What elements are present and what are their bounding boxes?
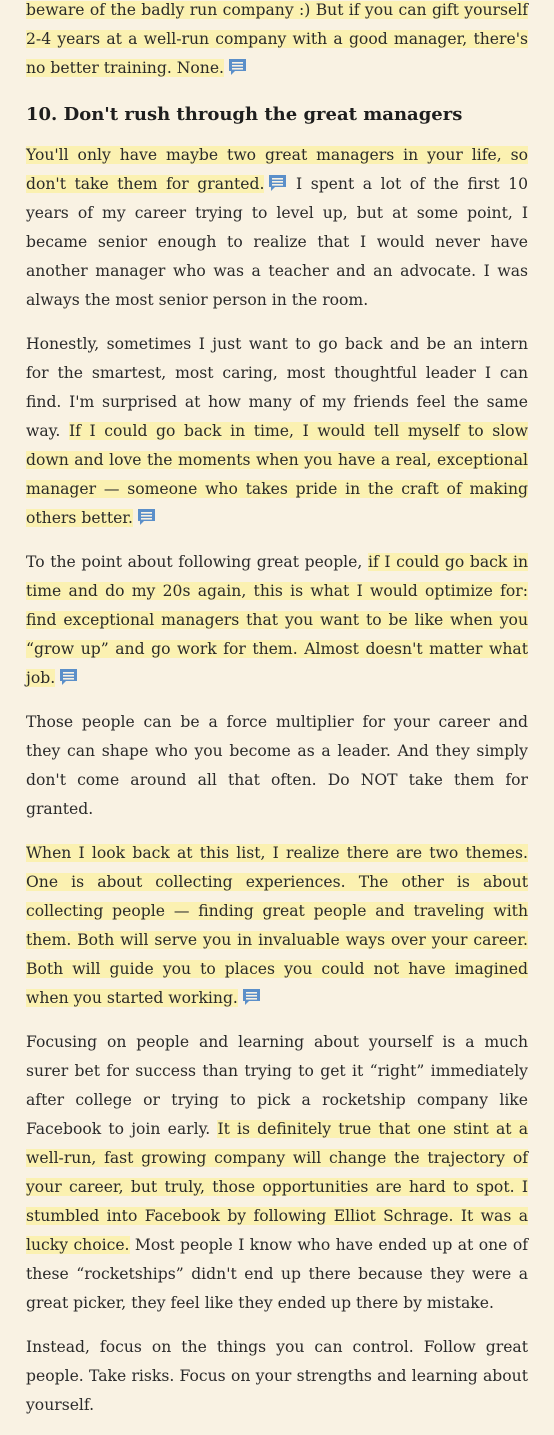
paragraph-text: Most people I know who have ended up at one of these “rocketships” didn't end up there because they were a great picker, they feel like they ended up there by mistake. <box>26 1236 528 1312</box>
highlight[interactable]: When I look back at this list, I realize there are two themes. One is about collecting experiences. The other is about collecting people — finding great people and traveling with them. Both will serve you in invaluable ways over your career. Both will guide you to places you could not have imagined when you started working. <box>26 844 528 1007</box>
note-icon[interactable] <box>137 508 156 526</box>
highlight[interactable]: You'll only have maybe two great managers in your life, so don't take them for granted. <box>26 146 528 193</box>
note-icon[interactable] <box>59 668 78 686</box>
highlight[interactable]: It is definitely true that one stint at a well-run, fast growing company will change the trajectory of your career, but truly, those opportunities are hard to spot. I stumbled into Facebook by following Elliot Schrage. It was a lucky choice. <box>26 1120 528 1254</box>
paragraph-3 <box>26 548 528 693</box>
paragraph-6 <box>26 1028 528 1318</box>
paragraph-text: Focusing on people and learning about yourself is a much surer bet for success than trying to get it “right” immediately after college or trying to pick a rocketship company like Facebook to join early. <box>26 1033 528 1138</box>
note-icon[interactable] <box>242 988 261 1006</box>
highlight[interactable]: if I could go back in time and do my 20s again, this is what I would optimize for: find exceptional managers that you want to be like when you “grow up” and go work for them. Almost doesn't matter what job. <box>26 553 529 687</box>
highlight[interactable]: If I could go back in time, I would tell myself to slow down and love the moments when you have a real, exceptional manager — someone who takes pride in the craft of making others better. <box>26 422 529 527</box>
paragraph-text: Honestly, sometimes I just want to go back and be an intern for the smartest, most caring, most thoughtful leader I can find. I'm surprised at how many of my friends feel the same way. <box>26 335 528 440</box>
article-body <box>26 0 528 1435</box>
note-icon[interactable] <box>268 174 287 192</box>
paragraph-1 <box>26 141 528 315</box>
section-heading: 10. Don't rush through the great managers <box>26 104 463 125</box>
paragraph-4 <box>26 708 528 824</box>
paragraph-text: To the point about following great people, <box>26 553 368 571</box>
paragraph-top <box>26 0 528 83</box>
paragraph-2 <box>26 330 528 533</box>
highlight[interactable]: beware of the badly run company :) But if you can gift yourself 2-4 years at a well-run company with a good manager, there's no better training. None. <box>26 1 528 77</box>
note-icon[interactable] <box>228 58 247 76</box>
paragraph-7 <box>26 1333 528 1420</box>
paragraph-text: Those people can be a force multiplier for your career and they can shape who you become as a leader. And they simply don't come around all that often. Do NOT take them for granted. <box>26 713 528 818</box>
paragraph-5 <box>26 839 528 1013</box>
paragraph-text: I spent a lot of the first 10 years of my career trying to level up, but at some point, I became senior enough to realize that I would never have another manager who was a teacher and an advocate. I was always the most senior person in the room. <box>26 175 528 309</box>
paragraph-text: Instead, focus on the things you can control. Follow great people. Take risks. Focus on your strengths and learning about yourself. <box>26 1338 528 1414</box>
